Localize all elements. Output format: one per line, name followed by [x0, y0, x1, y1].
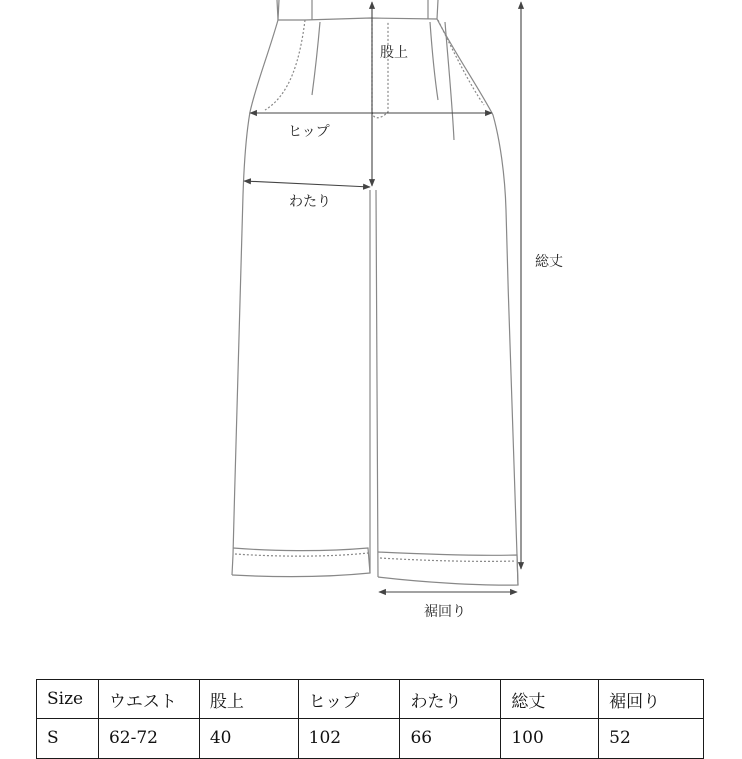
- cell-hip: 102: [298, 719, 400, 759]
- right-outer-seam: [437, 19, 518, 585]
- cell-rise: 40: [199, 719, 298, 759]
- left-hem: [232, 548, 370, 577]
- table-row: [37, 719, 704, 759]
- cell-thigh: 66: [400, 719, 501, 759]
- header-waist: ウエスト: [98, 680, 199, 719]
- cell-waist: 62-72: [98, 719, 199, 759]
- left-inseam: [370, 190, 371, 573]
- size-table: [36, 679, 704, 759]
- rise-label: 股上: [380, 45, 408, 61]
- cell-size: S: [37, 719, 99, 759]
- hem-label: 裾回り: [424, 604, 466, 620]
- right-inseam: [376, 190, 378, 577]
- total-length-label: 総丈: [535, 254, 563, 270]
- header-thigh: わたり: [400, 680, 501, 719]
- header-rise: 股上: [199, 680, 298, 719]
- cell-total-length: 100: [501, 719, 599, 759]
- right-hem: [378, 552, 518, 585]
- header-total-length: 総丈: [501, 680, 599, 719]
- waistband: [277, 0, 438, 20]
- hip-label: ヒップ: [288, 124, 330, 140]
- table-header-row: [37, 680, 704, 719]
- pants-outline: [232, 0, 518, 585]
- header-hem: 裾回り: [599, 680, 704, 719]
- thigh-label: わたり: [289, 194, 331, 210]
- cell-hem: 52: [599, 719, 704, 759]
- left-outer-seam: [232, 20, 278, 575]
- header-size: Size: [37, 680, 99, 719]
- thigh-arrow: [244, 181, 370, 187]
- header-hip: ヒップ: [298, 680, 400, 719]
